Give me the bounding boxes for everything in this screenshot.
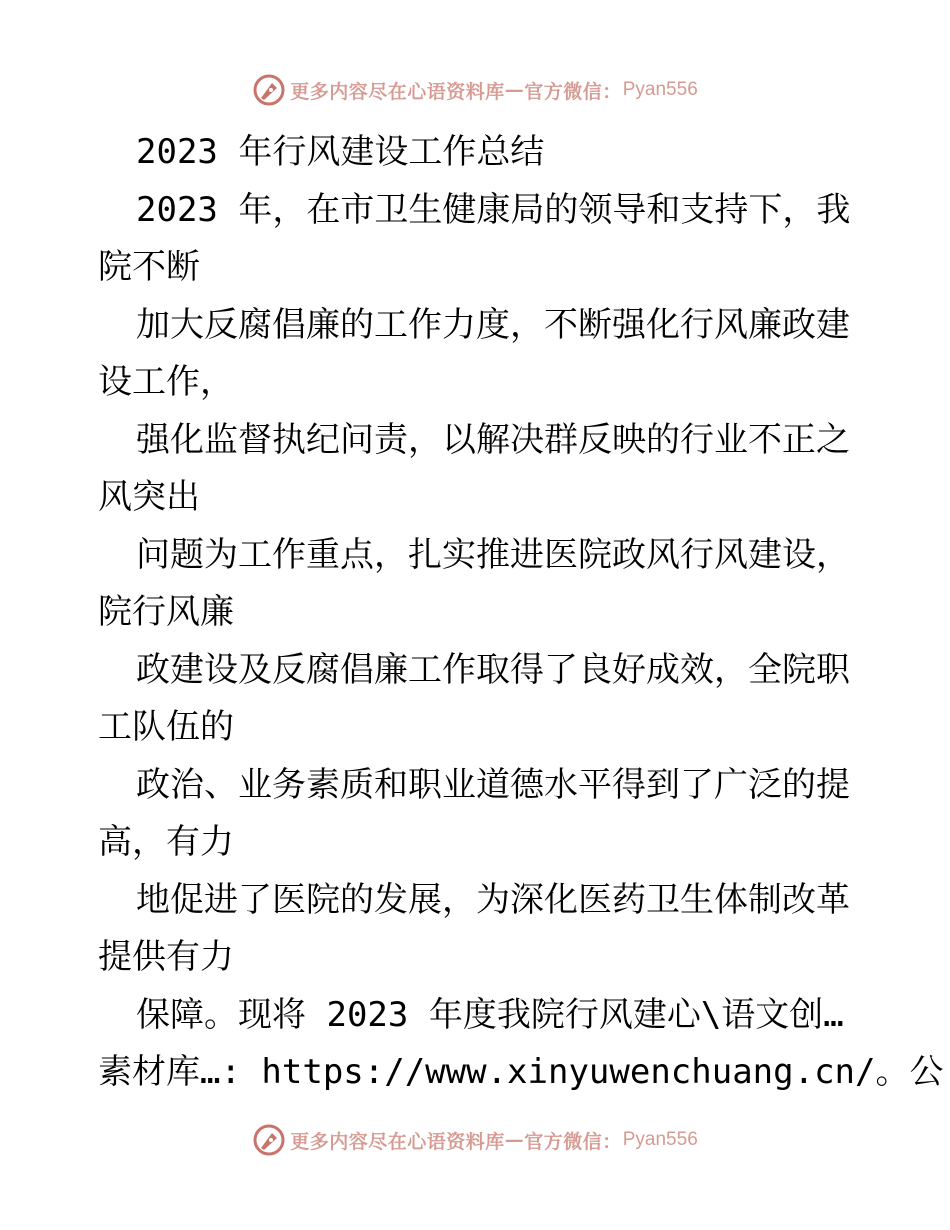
text-line: 2023 年，在市卫生健康局的领导和支持下，我	[136, 189, 851, 230]
pen-nib-logo-icon	[252, 73, 286, 107]
text-line: 院行风廉	[98, 592, 234, 632]
text-line: 保障。现将 2023 年度我院行风建心\语文创…	[136, 994, 844, 1035]
watermark-wechat-id: Pyan556	[622, 1129, 698, 1150]
watermark-dash: —	[504, 79, 525, 101]
text-line: 风突出	[98, 477, 200, 517]
document-body	[98, 124, 944, 1102]
text-line: 政治、业务素质和职业道德水平得到了广泛的提	[136, 764, 850, 805]
text-line: 提供有力	[98, 937, 234, 977]
document-title: 2023 年行风建设工作总结	[136, 132, 545, 172]
text-line: 加大反腐倡廉的工作力度，不断强化行风廉政建	[136, 304, 850, 345]
text-line: 高，有力	[98, 822, 234, 862]
watermark-wechat-label: 官方微信：	[524, 80, 622, 103]
text-line-url: 素材库…: https://www.xinyuwenchuang.cn/。公	[98, 1052, 944, 1092]
text-line: 院不断	[98, 247, 200, 287]
watermark-text: 更多内容尽在心语资料库	[290, 1130, 505, 1153]
watermark-footer	[0, 1120, 950, 1160]
text-line: 地促进了医院的发展，为深化医药卫生体制改革	[136, 879, 850, 920]
text-line: 工队伍的	[98, 707, 234, 747]
pen-nib-logo-icon	[252, 1123, 286, 1157]
text-line: 问题为工作重点，扎实推进医院政风行风建设，	[136, 534, 850, 575]
text-line: 设工作，	[98, 362, 234, 402]
watermark-wechat-id: Pyan556	[622, 79, 698, 100]
watermark-dash: —	[504, 1129, 525, 1151]
text-line: 政建设及反腐倡廉工作取得了良好成效，全院职	[136, 649, 850, 690]
text-line: 强化监督执纪问责，以解决群反映的行业不正之	[136, 419, 850, 460]
watermark-wechat-label: 官方微信：	[524, 1130, 622, 1153]
watermark-header	[0, 70, 950, 110]
watermark-text: 更多内容尽在心语资料库	[290, 80, 505, 103]
